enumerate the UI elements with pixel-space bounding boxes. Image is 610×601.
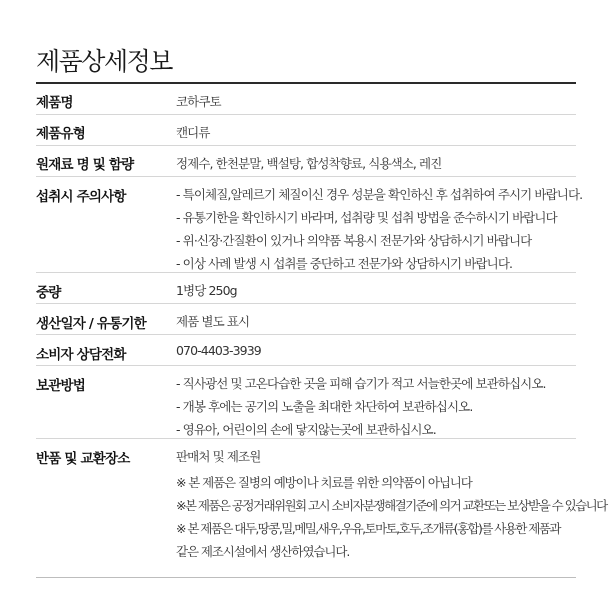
row-value-line: - 위·신장·간질환이 있거나 의약품 복용시 전문가와 상담하시기 바랍니다 <box>176 233 532 248</box>
row-value-line: - 직사광선 및 고온다습한 곳을 피해 습기가 적고 서늘한곳에 보관하십시오. <box>176 376 546 391</box>
row-caution <box>36 177 583 273</box>
row-label: 생산일자 / 유통기한 <box>36 316 146 332</box>
row-value: 제품 별도 표시 <box>176 314 250 329</box>
page-title: 제품상세정보 <box>36 47 172 76</box>
row-value-line: - 개봉 후에는 공기의 노출을 최대한 차단하여 보관하십시오. <box>176 399 473 414</box>
row-label: 제품유형 <box>36 126 85 142</box>
row-value: 판매처 및 제조원 <box>176 449 261 464</box>
row-return <box>36 439 607 577</box>
row-phone <box>36 335 576 366</box>
row-label: 중량 <box>36 285 61 301</box>
row-value: 코하쿠토 <box>176 94 221 109</box>
row-value-line: - 영유아, 어린이의 손에 닿지않는곳에 보관하십시오. <box>176 422 436 437</box>
row-label: 원재료 명 및 함량 <box>36 157 134 173</box>
row-product-name <box>36 84 576 115</box>
row-label: 섭취시 주의사항 <box>36 189 126 205</box>
notice-line: 같은 제조시설에서 생산하였습니다. <box>176 544 350 559</box>
row-ingredients <box>36 146 576 177</box>
row-label: 반품 및 교환장소 <box>36 451 130 467</box>
row-value: 1병당 250g <box>176 283 237 298</box>
table-bottom-divider <box>36 577 576 578</box>
row-product-type <box>36 115 576 146</box>
row-value-line: - 유통기한을 확인하시기 바라며, 섭취량 및 섭취 방법을 준수하시기 바랍니다 <box>176 210 557 225</box>
row-label: 보관방법 <box>36 378 85 394</box>
row-value: 캔디류 <box>176 125 210 140</box>
row-label: 제품명 <box>36 95 73 111</box>
row-date <box>36 304 576 335</box>
row-weight <box>36 273 576 304</box>
row-value: 070-4403-3939 <box>176 343 261 358</box>
notice-line: ※ 본 제품은 질병의 예방이나 치료를 위한 의약품이 아닙니다 <box>176 475 472 490</box>
row-label: 소비자 상담전화 <box>36 347 126 363</box>
row-value-line: - 특이체질,알레르기 체질이신 경우 성분을 확인하신 후 섭취하여 주시기 바랍니다. <box>176 187 583 202</box>
notice-line: ※ 본 제품은 대두,땅콩,밀,메밀,새우,우유,토마토,호두,조개류(홍합)를 사용한 제품과 <box>176 521 560 536</box>
row-value: 정제수, 한천분말, 백설탕, 합성착향료, 식용색소, 레진 <box>176 156 442 171</box>
row-storage <box>36 366 576 439</box>
row-value-line: - 이상 사례 발생 시 섭취를 중단하고 전문가와 상담하시기 바랍니다. <box>176 256 513 271</box>
notice-line: ※본 제품은 공정거래위원회 고시 소비자분쟁해결기준에 의거 교환또는 보상받을 수 있습니다 <box>176 498 607 513</box>
